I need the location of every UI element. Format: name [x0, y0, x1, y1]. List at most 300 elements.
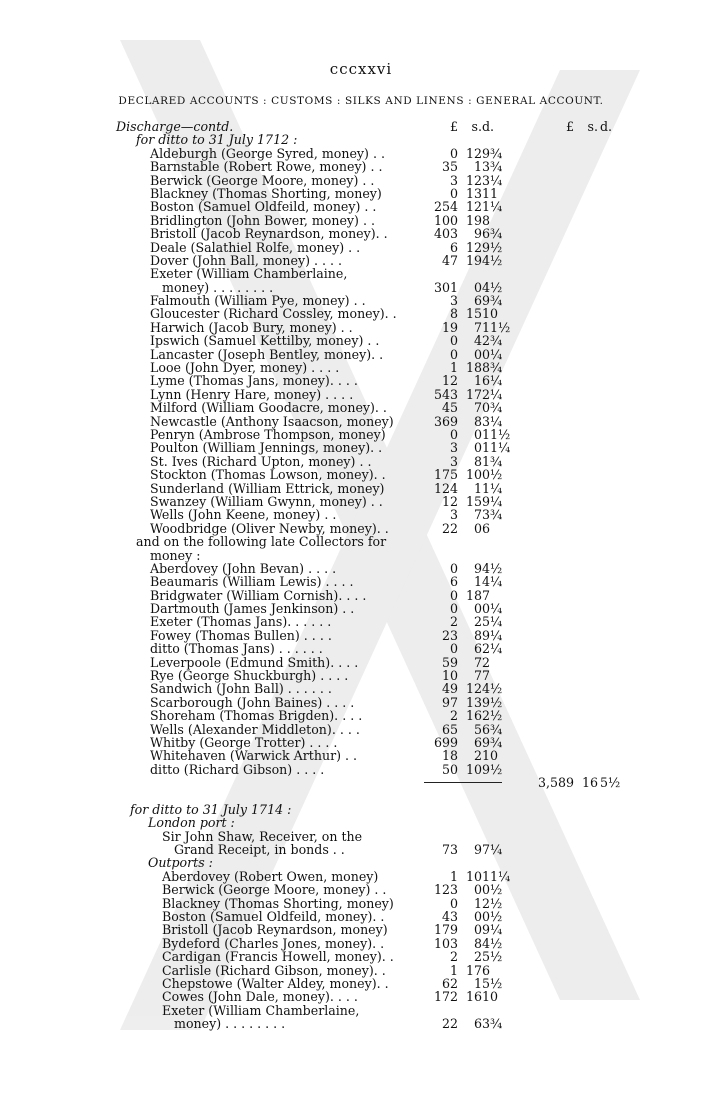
- table-row: [0, 1017, 722, 1030]
- row-label: money :: [150, 547, 201, 563]
- pence-cell: 1¼: [482, 480, 503, 496]
- row-label: Stockton (Thomas Lowson, money). .: [150, 467, 386, 483]
- table-row: [0, 950, 722, 963]
- row-label: Bristoll (Jacob Reynardson, money): [162, 922, 388, 938]
- row-label: Sunderland (William Ettrick, money): [150, 480, 385, 496]
- pounds-cell: 0: [449, 185, 458, 201]
- table-row: [0, 428, 722, 441]
- row-label: Sandwich (John Ball) . . . . . .: [150, 681, 332, 697]
- pence-cell: 2¼: [482, 386, 503, 402]
- pence-cell: 6: [482, 962, 491, 978]
- pence-cell: 2¾: [482, 333, 503, 349]
- table-row: [0, 897, 722, 910]
- pence-cell: 8¾: [482, 360, 503, 376]
- col-shillings-header: s.: [471, 119, 482, 134]
- row-label: Carlisle (Richard Gibson, money). .: [162, 962, 386, 978]
- table-row: [0, 709, 722, 722]
- pounds-cell: 35: [441, 159, 458, 175]
- pence-cell: 2½: [482, 708, 503, 724]
- shillings-cell: 4: [473, 333, 482, 349]
- row-label: Blackney (Thomas Shorting, money): [150, 185, 382, 201]
- pence-cell: 7: [482, 668, 491, 684]
- row-label: St. Ives (Richard Upton, money) . .: [150, 453, 372, 469]
- shillings-cell: 0: [473, 520, 482, 536]
- pounds-cell: 10: [441, 668, 458, 684]
- table-row: [0, 870, 722, 883]
- shillings-cell: 8: [473, 453, 482, 469]
- row-label: ditto (Thomas Jans) . . . . . .: [150, 641, 323, 657]
- shillings-cell: 18: [465, 587, 482, 603]
- shillings-cell: 8: [473, 627, 482, 643]
- table-row: [0, 214, 722, 227]
- table-row: [0, 856, 722, 869]
- shillings-cell: 6: [473, 293, 482, 309]
- row-label: money) . . . . . . . .: [162, 279, 274, 295]
- pounds-cell: 3: [449, 172, 458, 188]
- pence-cell: 11¼: [482, 868, 511, 884]
- pounds-cell: 699: [433, 734, 458, 750]
- shillings-cell: 1: [473, 976, 482, 991]
- pence-cell: 3¾: [482, 1016, 503, 1032]
- pence-cell: 6¾: [482, 226, 503, 242]
- row-label: Dover (John Ball, money) . . . .: [150, 252, 343, 268]
- shillings-cell: 0: [473, 279, 482, 295]
- pounds-cell: 0: [449, 145, 458, 161]
- table-row: [0, 816, 722, 829]
- shillings-cell: 16: [465, 989, 482, 1005]
- shillings-cell: 19: [465, 212, 482, 228]
- pence-cell: 5½: [482, 949, 503, 965]
- pounds-cell: 254: [433, 199, 458, 215]
- row-label: Falmouth (William Pye, money) . .: [150, 293, 366, 309]
- pence-cell: 6¼: [482, 373, 503, 389]
- pence-cell: 5¼: [482, 614, 503, 630]
- pounds-cell: 0: [449, 560, 458, 576]
- shillings-cell: 7: [473, 400, 482, 416]
- pounds-cell: 369: [433, 413, 458, 429]
- pence-cell: 9½: [482, 239, 503, 255]
- row-label: Barnstable (Robert Rowe, money) . .: [150, 159, 383, 175]
- table-row: [0, 937, 722, 950]
- table-row: [0, 334, 722, 347]
- pounds-cell: 0: [449, 641, 458, 657]
- table-row: [0, 990, 722, 1003]
- pounds-cell: 543: [433, 386, 458, 402]
- table-row: [0, 883, 722, 896]
- shillings-cell: 10: [465, 868, 482, 884]
- row-label: for ditto to 31 July 1712 :: [136, 132, 298, 148]
- table-row: [0, 133, 722, 146]
- pence-cell: 1¾: [482, 453, 503, 469]
- row-label: Swanzey (William Gwynn, money) . .: [150, 493, 383, 509]
- row-label: Ipswich (Samuel Kettilby, money) . .: [150, 333, 380, 349]
- pounds-cell: 62: [441, 976, 458, 991]
- table-row: [0, 977, 722, 990]
- pence-cell: 0¼: [482, 346, 503, 362]
- row-label: Poulton (William Jennings, money). .: [150, 440, 383, 456]
- pounds-cell: 0: [449, 601, 458, 617]
- pounds-cell: 12: [441, 373, 458, 389]
- pence-cell: 2½: [482, 895, 503, 911]
- pence-cell: 2: [482, 654, 491, 670]
- row-label: Boston (Samuel Oldfeild, money). .: [162, 909, 385, 925]
- shillings-cell: 9: [473, 560, 482, 576]
- pounds-cell: 124: [433, 480, 458, 496]
- table-row: [0, 495, 722, 508]
- pounds-cell: 47: [441, 252, 458, 268]
- pence-cell: 11¼: [482, 440, 511, 456]
- table-row: [0, 174, 722, 187]
- table-row: [0, 790, 722, 803]
- shillings-cell: 10: [465, 467, 482, 483]
- table-row: [0, 187, 722, 200]
- table-row: [0, 736, 722, 749]
- pounds-cell: 18: [441, 748, 458, 764]
- table-row: [0, 910, 722, 923]
- table-row: [0, 656, 722, 669]
- row-label: Leverpoole (Edmund Smith). . . .: [150, 654, 359, 670]
- pence-cell: 9¼: [482, 627, 503, 643]
- table-row: [0, 254, 722, 267]
- table-row: [0, 468, 722, 481]
- row-label: Bridgwater (William Cornish). . . .: [150, 587, 367, 603]
- shillings-cell: 1: [473, 480, 482, 496]
- row-label: Wells (John Keene, money) . .: [150, 507, 337, 523]
- shillings-cell: 7: [473, 319, 482, 335]
- pence-cell: 9½: [482, 694, 503, 710]
- pounds-cell: 19: [441, 319, 458, 335]
- shillings-cell: 8: [473, 935, 482, 951]
- shillings-cell: 0: [473, 882, 482, 898]
- table-row: [0, 602, 722, 615]
- row-label: Bristoll (Jacob Reynardson, money). .: [150, 226, 388, 242]
- row-label: Fowey (Thomas Bullen) . . . .: [150, 627, 332, 643]
- col2-pence-header: d.: [600, 119, 613, 134]
- pence-cell: 4½: [482, 279, 503, 295]
- pounds-cell: 73: [441, 842, 458, 858]
- row-label: Wells (Alexander Middleton). . . .: [150, 721, 360, 737]
- pence-cell: 4½: [482, 681, 503, 697]
- row-label: Grand Receipt, in bonds . .: [174, 842, 345, 858]
- row-label: Outports :: [148, 855, 213, 871]
- table-row: [0, 575, 722, 588]
- pounds-cell: 2: [449, 614, 458, 630]
- shillings-cell: 17: [465, 962, 482, 978]
- row-label: Shoreham (Thomas Brigden). . . .: [150, 708, 363, 724]
- row-label: Lynn (Henry Hare, money) . . . .: [150, 386, 354, 402]
- row-label: Whitehaven (Warwick Arthur) . .: [150, 748, 358, 764]
- row-label: money) . . . . . . . .: [174, 1016, 286, 1032]
- pounds-cell: 22: [441, 520, 458, 536]
- pence-cell: 11½: [482, 426, 511, 442]
- shillings-cell: 13: [465, 694, 482, 710]
- row-label: Lancaster (Joseph Bentley, money). .: [150, 346, 384, 362]
- pounds-cell: 45: [441, 400, 458, 416]
- row-label: Chepstowe (Walter Aldey, money). .: [162, 976, 389, 991]
- shillings-cell: 0: [473, 426, 482, 442]
- pounds-cell: 3: [449, 453, 458, 469]
- table-row: [0, 549, 722, 562]
- table-row: [0, 227, 722, 240]
- shillings-cell: 19: [465, 252, 482, 268]
- pounds-cell: 175: [433, 467, 458, 483]
- shillings-cell: 0: [473, 909, 482, 925]
- pounds-cell: 1: [449, 962, 458, 978]
- table-row: [0, 589, 722, 602]
- shillings-cell: 12: [465, 172, 482, 188]
- shillings-cell: 0: [473, 601, 482, 617]
- pounds-cell: 23: [441, 627, 458, 643]
- pence-cell: 9½: [482, 761, 503, 777]
- pounds-cell: 8: [449, 306, 458, 322]
- row-label: and on the following late Collectors for: [136, 534, 387, 550]
- pounds-cell: 0: [449, 895, 458, 911]
- table-row: [0, 120, 722, 133]
- row-label: London port :: [148, 815, 235, 831]
- pounds-cell: 301: [433, 279, 458, 295]
- pence-cell: 1¼: [482, 199, 503, 215]
- table-row: [0, 294, 722, 307]
- shillings-cell: 1: [473, 895, 482, 911]
- row-label: for ditto to 31 July 1714 :: [130, 801, 292, 817]
- row-label: Scarborough (John Baines) . . . .: [150, 694, 355, 710]
- shillings-cell: 13: [465, 185, 482, 201]
- pence-cell: 0½: [482, 467, 503, 483]
- row-label: Boston (Samuel Oldfeild, money) . .: [150, 199, 377, 215]
- pence-cell: 2¼: [482, 641, 503, 657]
- row-label: Lyme (Thomas Jans, money). . . .: [150, 373, 358, 389]
- running-header: DECLARED ACCOUNTS : CUSTOMS : SILKS AND LINENS : GENERAL ACCOUNT.: [118, 95, 604, 107]
- pence-cell: 10: [482, 306, 499, 322]
- table-row: [0, 321, 722, 334]
- col2-pounds-header: £: [565, 119, 574, 134]
- table-row: [0, 307, 722, 320]
- table-row: [0, 964, 722, 977]
- table-row: [0, 415, 722, 428]
- table-row: [0, 361, 722, 374]
- account-table: [0, 120, 722, 1031]
- pounds-cell: 2: [449, 949, 458, 965]
- row-label: Rye (George Shuckburgh) . . . .: [150, 668, 349, 684]
- pounds-cell: 172: [433, 989, 458, 1005]
- pounds-cell: 50: [441, 761, 458, 777]
- pence-cell: 0¼: [482, 601, 503, 617]
- total-pence-cell: 5½: [600, 775, 621, 791]
- table-row: [0, 642, 722, 655]
- pounds-cell: 12: [441, 493, 458, 509]
- shillings-cell: 9: [473, 226, 482, 242]
- table-row: [0, 723, 722, 736]
- pence-cell: 11: [482, 185, 499, 201]
- total-pounds-cell: 3,589: [537, 775, 574, 791]
- pence-cell: 9¾: [482, 293, 503, 309]
- table-row: [0, 508, 722, 521]
- pounds-cell: 0: [449, 426, 458, 442]
- page-number: cccxxvi: [329, 60, 393, 78]
- pounds-cell: 59: [441, 654, 458, 670]
- table-row: [0, 923, 722, 936]
- shillings-cell: 10: [465, 761, 482, 777]
- row-label: Exeter (William Chamberlaine,: [150, 266, 348, 282]
- table-row: [0, 803, 722, 816]
- pence-cell: 3¾: [482, 507, 503, 523]
- table-row: [0, 348, 722, 361]
- row-label: Beaumaris (William Lewis) . . . .: [150, 574, 354, 590]
- row-label: Discharge—contd.: [116, 119, 234, 134]
- pounds-cell: 0: [449, 587, 458, 603]
- pounds-cell: 103: [433, 935, 458, 951]
- shillings-cell: 7: [473, 654, 482, 670]
- shillings-cell: 18: [465, 360, 482, 376]
- pence-cell: 9¾: [482, 734, 503, 750]
- row-label: Bydeford (Charles Jones, money). .: [162, 935, 385, 951]
- row-label: Milford (William Goodacre, money). .: [150, 400, 387, 416]
- total-row: [0, 776, 722, 789]
- table-row: [0, 682, 722, 695]
- shillings-cell: 7: [473, 507, 482, 523]
- pence-cell: 0¾: [482, 400, 503, 416]
- row-label: Penryn (Ambrose Thompson, money): [150, 426, 386, 442]
- table-row: [0, 522, 722, 535]
- pence-cell: 10: [482, 748, 499, 764]
- table-row: [0, 482, 722, 495]
- shillings-cell: 7: [473, 668, 482, 684]
- shillings-cell: 0: [473, 440, 482, 456]
- pence-cell: 3¼: [482, 413, 503, 429]
- row-label: Cardigan (Francis Howell, money). .: [162, 949, 394, 965]
- sum-rule: [424, 782, 502, 783]
- pounds-cell: 65: [441, 721, 458, 737]
- row-label: Woodbridge (Oliver Newby, money). .: [150, 520, 389, 536]
- row-label: Berwick (George Moore, money) . .: [150, 172, 375, 188]
- row-label: Whitby (George Trotter) . . . .: [150, 734, 338, 750]
- table-row: [0, 388, 722, 401]
- shillings-cell: 1: [473, 159, 482, 175]
- row-label: ditto (Richard Gibson) . . . .: [150, 761, 325, 777]
- pounds-cell: 1: [449, 360, 458, 376]
- col2-shillings-header: s.: [587, 119, 598, 134]
- shillings-cell: 8: [473, 413, 482, 429]
- pounds-cell: 1: [449, 868, 458, 884]
- row-label: Sir John Shaw, Receiver, on the: [162, 828, 363, 844]
- shillings-cell: 12: [465, 145, 482, 161]
- table-row: [0, 147, 722, 160]
- pounds-cell: 123: [433, 882, 458, 898]
- pence-cell: 11½: [482, 319, 511, 335]
- pounds-cell: 3: [449, 507, 458, 523]
- row-label: Exeter (Thomas Jans). . . . . .: [150, 614, 332, 630]
- shillings-cell: 2: [473, 949, 482, 965]
- row-label: Harwich (Jacob Bury, money) . .: [150, 319, 353, 335]
- table-row: [0, 830, 722, 843]
- table-row: [0, 455, 722, 468]
- pounds-cell: 179: [433, 922, 458, 938]
- table-row: [0, 615, 722, 628]
- shillings-cell: 1: [473, 574, 482, 590]
- shillings-cell: 2: [473, 614, 482, 630]
- pounds-cell: 403: [433, 226, 458, 242]
- row-label: Newcastle (Anthony Isaacson, money): [150, 413, 394, 429]
- table-row: [0, 1004, 722, 1017]
- pence-cell: 9¼: [482, 922, 503, 938]
- pounds-cell: 2: [449, 708, 458, 724]
- col-pence-header: d.: [482, 119, 495, 134]
- pence-cell: 7¼: [482, 842, 503, 858]
- pence-cell: 6¾: [482, 721, 503, 737]
- shillings-cell: 17: [465, 386, 482, 402]
- table-row: [0, 535, 722, 548]
- shillings-cell: 1: [473, 373, 482, 389]
- table-row: [0, 562, 722, 575]
- shillings-cell: 6: [473, 734, 482, 750]
- pounds-cell: 0: [449, 333, 458, 349]
- shillings-cell: 16: [465, 708, 482, 724]
- table-row: [0, 241, 722, 254]
- table-row: [0, 200, 722, 213]
- table-row: [0, 267, 722, 280]
- table-row: [0, 629, 722, 642]
- pence-cell: 6: [482, 520, 491, 536]
- shillings-cell: 0: [473, 346, 482, 362]
- shillings-cell: 12: [465, 239, 482, 255]
- pounds-cell: 43: [441, 909, 458, 925]
- table-row: [0, 669, 722, 682]
- row-label: Aberdovey (Robert Owen, money): [162, 868, 379, 884]
- row-label: Dartmouth (James Jenkinson) . .: [150, 601, 355, 617]
- row-label: Aldeburgh (George Syred, money) . .: [150, 145, 385, 161]
- row-label: Cowes (John Dale, money). . . .: [162, 989, 358, 1005]
- shillings-cell: 12: [465, 199, 482, 215]
- row-label: Berwick (George Moore, money) . .: [162, 882, 387, 898]
- table-row: [0, 441, 722, 454]
- table-row: [0, 749, 722, 762]
- pence-cell: 5½: [482, 976, 503, 991]
- table-row: [0, 281, 722, 294]
- pounds-cell: 0: [449, 346, 458, 362]
- pence-cell: 4½: [482, 935, 503, 951]
- row-label: Looe (John Dyer, money) . . . .: [150, 360, 340, 376]
- table-row: [0, 160, 722, 173]
- row-label: Aberdovey (John Bevan) . . . .: [150, 560, 337, 576]
- pence-cell: 8: [482, 212, 491, 228]
- table-row: [0, 696, 722, 709]
- pence-cell: 7: [482, 587, 491, 603]
- pence-cell: 3¾: [482, 159, 503, 175]
- pounds-cell: 3: [449, 293, 458, 309]
- pence-cell: 4¼: [482, 574, 503, 590]
- pence-cell: 9¼: [482, 493, 503, 509]
- shillings-cell: 15: [465, 493, 482, 509]
- row-label: Exeter (William Chamberlaine,: [162, 1002, 360, 1018]
- pounds-cell: 3: [449, 440, 458, 456]
- pounds-cell: 49: [441, 681, 458, 697]
- table-row: [0, 401, 722, 414]
- pence-cell: 9¾: [482, 145, 503, 161]
- shillings-cell: 15: [465, 306, 482, 322]
- shillings-cell: 12: [465, 681, 482, 697]
- table-row: [0, 763, 722, 776]
- row-label: Deale (Salathiel Rolfe, money) . .: [150, 239, 361, 255]
- row-label: Blackney (Thomas Shorting, money): [162, 895, 394, 911]
- shillings-cell: 6: [473, 641, 482, 657]
- table-row: [0, 843, 722, 856]
- pounds-cell: 6: [449, 239, 458, 255]
- pounds-cell: 6: [449, 574, 458, 590]
- pounds-cell: 100: [433, 212, 458, 228]
- pounds-cell: 22: [441, 1016, 458, 1032]
- pence-cell: 4½: [482, 560, 503, 576]
- pounds-cell: 97: [441, 694, 458, 710]
